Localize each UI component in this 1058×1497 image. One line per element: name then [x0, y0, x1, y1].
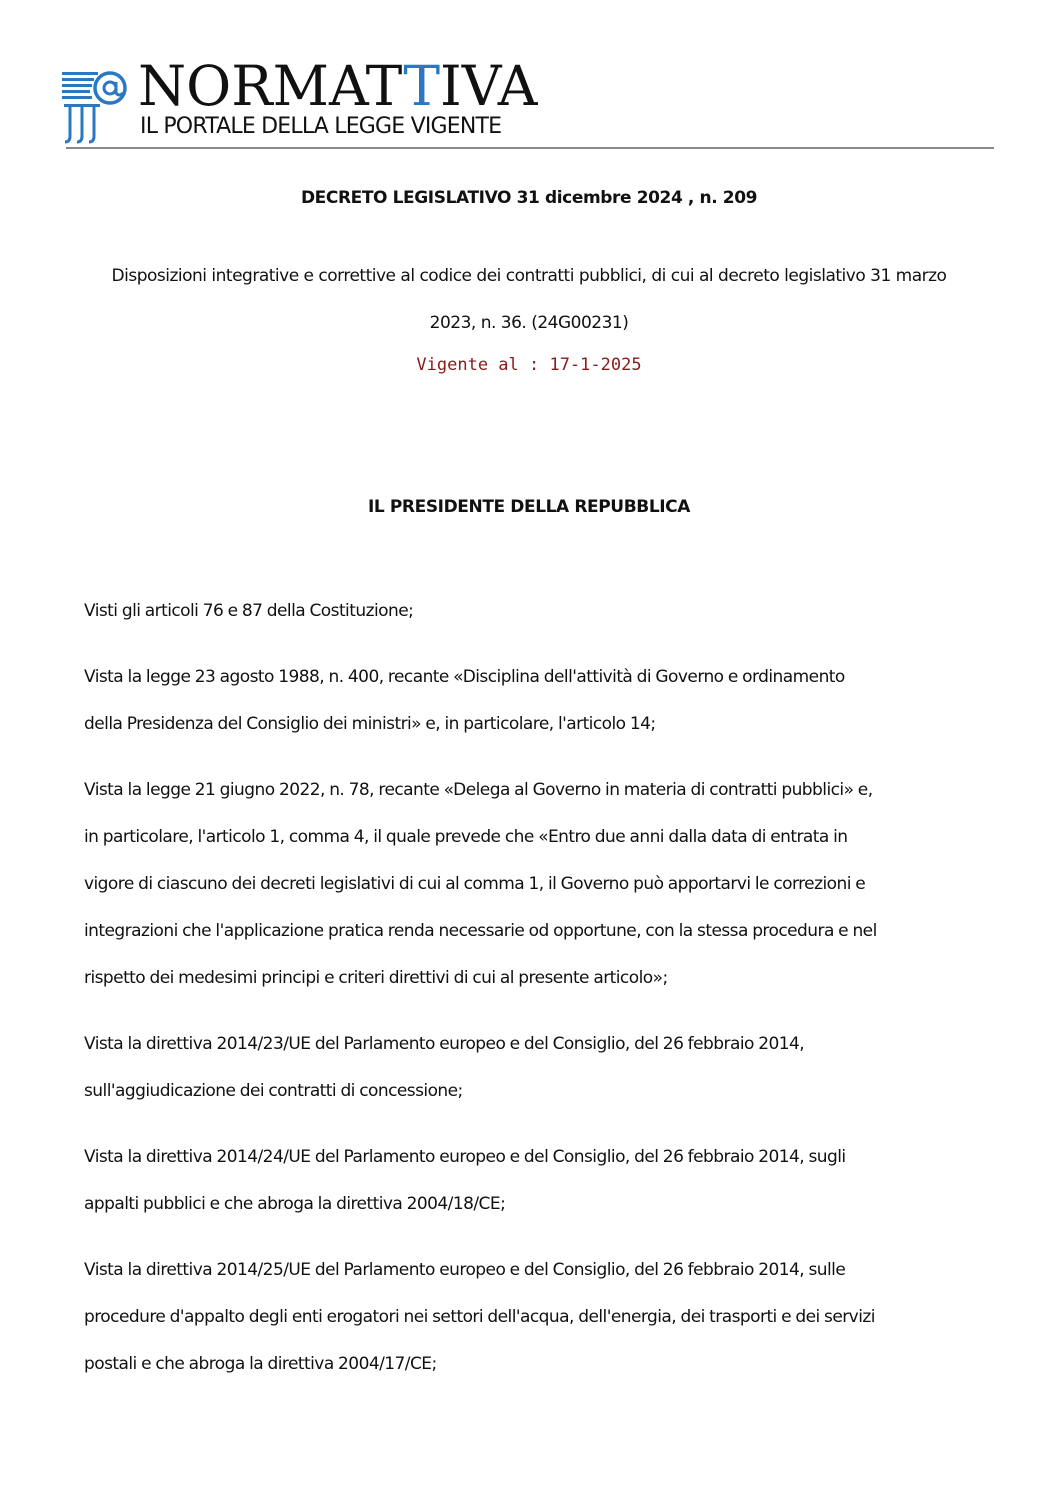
paragraph-line: in particolare, l'articolo 1, comma 4, il quale prevede che «Entro due anni dalla data di entrata in: [84, 827, 848, 847]
paragraph-line: vigore di ciascuno dei decreti legislativi di cui al comma 1, il Governo può apportarvi le correzioni e: [84, 874, 866, 894]
paragraph-line: appalti pubblici e che abroga la direttiva 2004/18/CE;: [84, 1194, 506, 1214]
paragraph-line: postali e che abroga la direttiva 2004/17/CE;: [84, 1354, 437, 1374]
at-column-logo-icon: [62, 66, 132, 144]
brand-accent: T: [403, 54, 441, 118]
paragraph: [84, 654, 974, 748]
document-subtitle-line: Disposizioni integrative e correttive al codice dei contratti pubblici, di cui al decreto legislativo 31 marzo: [111, 266, 947, 286]
paragraph-line: Vista la direttiva 2014/25/UE del Parlamento europeo e del Consiglio, del 26 febbraio 2014, sulle: [84, 1260, 846, 1280]
paragraph: [84, 767, 974, 1002]
brand-name: [138, 56, 537, 116]
paragraph-line: Vista la legge 21 giugno 2022, n. 78, recante «Delega al Governo in materia di contratti pubblici» e,: [84, 780, 873, 800]
paragraph-line: della Presidenza del Consiglio dei ministri» e, in particolare, l'articolo 14;: [84, 714, 656, 734]
paragraph-line: sull'aggiudicazione dei contratti di concessione;: [84, 1081, 463, 1101]
paragraph: [84, 1247, 974, 1388]
document-body: [84, 588, 974, 1407]
brand-tagline: IL PORTALE DELLA LEGGE VIGENTE: [140, 114, 502, 139]
issuer-heading: IL PRESIDENTE DELLA REPUBBLICA: [367, 497, 691, 517]
brand-suffix: IVA: [440, 54, 538, 118]
paragraph-line: Visti gli articoli 76 e 87 della Costituzione;: [84, 601, 414, 621]
paragraph: [84, 1021, 974, 1115]
paragraph-line: procedure d'appalto degli enti erogatori nei settori dell'acqua, dell'energia, dei trasporti e dei servizi: [84, 1307, 875, 1327]
site-header: [62, 54, 994, 150]
document-subtitle-line: 2023, n. 36. (24G00231): [429, 313, 629, 333]
paragraph-line: Vista la direttiva 2014/23/UE del Parlamento europeo e del Consiglio, del 26 febbraio 2014,: [84, 1034, 805, 1054]
paragraph: [84, 588, 974, 635]
paragraph-line: Vista la direttiva 2014/24/UE del Parlamento europeo e del Consiglio, del 26 febbraio 2014, sugli: [84, 1147, 846, 1167]
header-divider: [66, 147, 994, 149]
document-title: DECRETO LEGISLATIVO 31 dicembre 2024 , n. 209: [300, 188, 758, 208]
vigente-date: Vigente al : 17-1-2025: [416, 355, 642, 375]
document-subtitle: [60, 253, 998, 347]
paragraph: [84, 1134, 974, 1228]
paragraph-line: rispetto dei medesimi principi e criteri direttivi di cui al presente articolo»;: [84, 968, 668, 988]
brand-prefix: NORMAT: [138, 54, 404, 118]
paragraph-line: integrazioni che l'applicazione pratica renda necessarie od opportune, con la stessa procedura e nel: [84, 921, 877, 941]
paragraph-line: Vista la legge 23 agosto 1988, n. 400, recante «Disciplina dell'attività di Governo e ordinamento: [84, 667, 845, 687]
